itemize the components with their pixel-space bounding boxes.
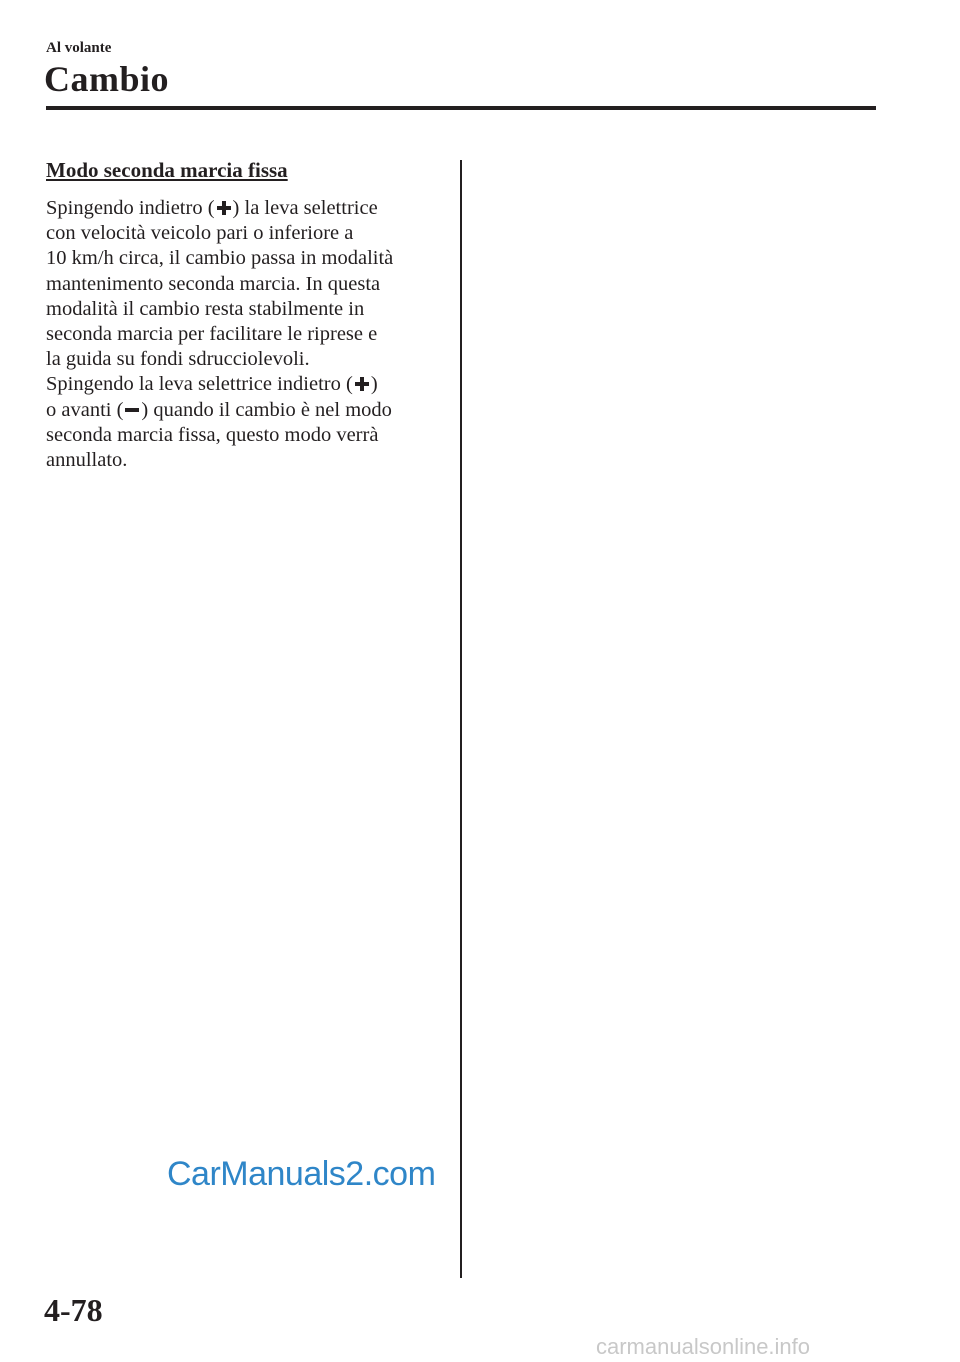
paragraph-1 bbox=[46, 196, 446, 372]
subsection-heading: Modo seconda marcia fissa bbox=[46, 158, 288, 182]
text-segment: ) quando il cambio è nel modo bbox=[141, 398, 392, 421]
plus-icon bbox=[216, 200, 232, 216]
column-divider bbox=[460, 160, 462, 1278]
section-title: Cambio bbox=[44, 59, 170, 99]
plus-icon bbox=[354, 376, 370, 392]
page-number: 4-78 bbox=[44, 1292, 103, 1328]
text-segment: o avanti ( bbox=[46, 398, 124, 421]
text-segment: ) la leva selettrice bbox=[232, 197, 378, 219]
footer-site-watermark: carmanualsonline.info bbox=[596, 1334, 811, 1359]
text-line: seconda marcia per facilitare le riprese e bbox=[46, 323, 378, 346]
text-line: la guida su fondi sdrucciolevoli. bbox=[46, 348, 310, 371]
paragraph-2 bbox=[46, 372, 446, 473]
breadcrumb: Al volante bbox=[46, 40, 112, 56]
text-line: 10 km/h circa, il cambio passa in modalità bbox=[46, 247, 394, 270]
text-line: annullato. bbox=[46, 449, 128, 472]
text-line: modalità il cambio resta stabilmente in bbox=[46, 297, 365, 320]
text-line: con velocità veicolo pari o inferiore a bbox=[46, 222, 354, 245]
text-line: mantenimento seconda marcia. In questa bbox=[46, 272, 381, 295]
title-rule bbox=[46, 106, 876, 110]
text-segment: Spingendo indietro ( bbox=[46, 197, 215, 219]
text-segment: ) bbox=[370, 373, 378, 396]
text-line: seconda marcia fissa, questo modo verrà bbox=[46, 423, 379, 446]
watermark-logo: CarManuals2.com bbox=[167, 1155, 436, 1193]
left-column bbox=[46, 156, 446, 473]
text-segment: Spingendo la leva selettrice indietro ( bbox=[46, 373, 353, 396]
minus-icon bbox=[124, 402, 140, 418]
